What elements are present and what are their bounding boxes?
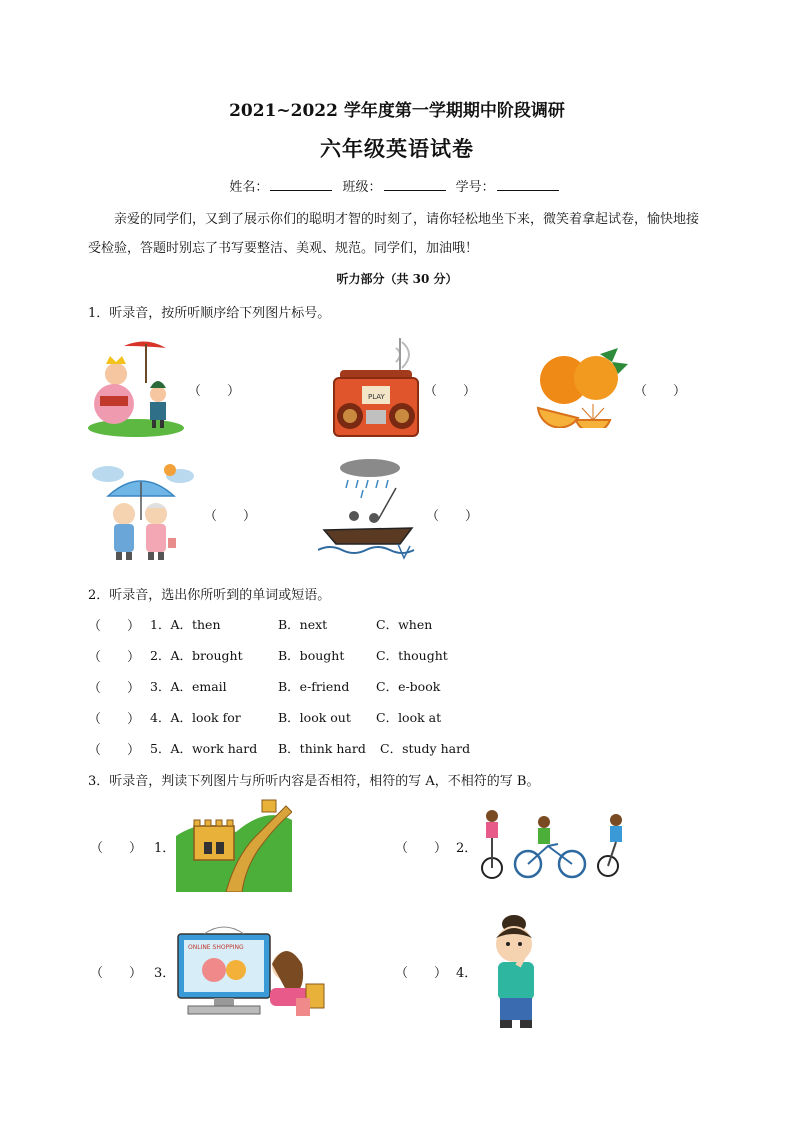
q2-option-c: C．study hard xyxy=(380,741,471,756)
q2-answer-3[interactable]: （ ） xyxy=(88,681,141,696)
q2-option-b: B．think hard xyxy=(278,741,366,756)
q2-prompt: 2．听录音，选出你所听到的单词或短语。 xyxy=(88,588,331,603)
screen-label: ONLINE SHOPPING xyxy=(188,944,244,951)
boy-thinking-picture xyxy=(484,914,550,1030)
q2-answer-4[interactable]: （ ） xyxy=(88,712,141,727)
q1-answer-3[interactable]: （ ） xyxy=(634,384,687,399)
kids-cycling-picture xyxy=(474,808,634,882)
q2-option-b: B．look out xyxy=(278,710,351,725)
exam-subtitle: 六年级英语试卷 xyxy=(320,136,474,161)
q3-item-number: 2． xyxy=(456,841,478,856)
q2-answer-2[interactable]: （ ） xyxy=(88,650,141,665)
q2-answer-5[interactable]: （ ） xyxy=(88,743,141,758)
q2-option-c: C．look at xyxy=(376,710,442,725)
svg-text:PLAY: PLAY xyxy=(368,393,385,401)
boat-in-rain-picture xyxy=(318,458,422,564)
section-title: 听力部分（共 30 分） xyxy=(336,272,458,286)
student-info xyxy=(0,176,794,195)
q3-answer-1[interactable]: （ ） xyxy=(90,841,143,856)
class-field[interactable] xyxy=(384,178,446,191)
q2-option-c: C．thought xyxy=(376,648,448,663)
name-field[interactable] xyxy=(270,178,332,191)
q3-item-number: 4． xyxy=(456,966,478,981)
q3-answer-4[interactable]: （ ） xyxy=(395,966,448,981)
q3-prompt: 3．听录音，判读下列图片与所听内容是否相符，相符的写 A，不相符的写 B。 xyxy=(88,774,540,789)
q2-option-a: 2．A．brought xyxy=(150,648,243,663)
q2-option-a: 5．A．work hard xyxy=(150,741,258,756)
id-field[interactable] xyxy=(497,178,559,191)
online-shopping-picture xyxy=(174,918,330,1022)
q3-answer-3[interactable]: （ ） xyxy=(90,966,143,981)
q2-option-a: 4．A．look for xyxy=(150,710,241,725)
name-label: 姓名： xyxy=(229,180,269,195)
q2-option-c: C．when xyxy=(376,617,433,632)
q2-option-b: B．bought xyxy=(278,648,345,663)
q1-answer-2[interactable]: （ ） xyxy=(424,384,477,399)
q1-answer-1[interactable]: （ ） xyxy=(188,384,241,399)
exam-title: 2021~2022 学年度第一学期期中阶段调研 xyxy=(229,101,565,121)
q2-option-a: 3．A．email xyxy=(150,679,227,694)
oranges-picture xyxy=(530,346,630,428)
q1-prompt: 1．听录音，按所听顺序给下列图片标号。 xyxy=(88,306,331,321)
q1-answer-5[interactable]: （ ） xyxy=(426,509,479,524)
q3-answer-2[interactable]: （ ） xyxy=(395,841,448,856)
great-wall-picture xyxy=(176,796,292,892)
q2-answer-1[interactable]: （ ） xyxy=(88,619,141,634)
elderly-couple-umbrella-picture xyxy=(86,458,196,566)
q3-item-number: 3． xyxy=(154,966,176,981)
q2-option-b: B．next xyxy=(278,617,328,632)
class-label: 班级： xyxy=(342,180,382,195)
q2-option-a: 1．A．then xyxy=(150,617,221,632)
q3-item-number: 1． xyxy=(154,841,176,856)
q2-option-c: C．e-book xyxy=(376,679,441,694)
king-queen-picture xyxy=(86,338,186,438)
boombox-picture xyxy=(330,336,422,440)
q1-answer-4[interactable]: （ ） xyxy=(204,509,257,524)
intro-paragraph: 亲爱的同学们，又到了展示你们的聪明才智的时刻了，请你轻松地坐下来，微笑着拿起试卷，愉快地接受检验，答题时别忘了书写要整洁、美观、规范。同学们，加油哦！ xyxy=(88,212,700,256)
q2-option-b: B．e-friend xyxy=(278,679,350,694)
id-label: 学号： xyxy=(455,180,495,195)
